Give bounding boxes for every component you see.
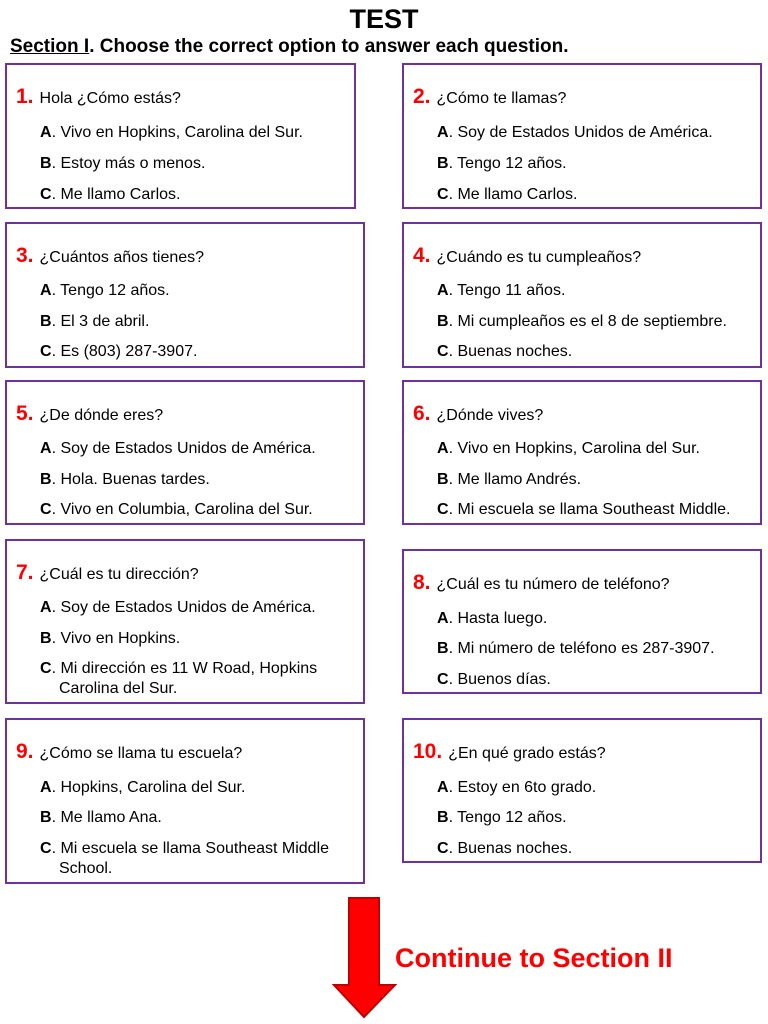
question-5-option-a: A. Soy de Estados Unidos de América. <box>40 440 316 457</box>
question-9-option-a: A. Hopkins, Carolina del Sur. <box>40 779 246 796</box>
question-8-number: 8. <box>413 571 431 594</box>
question-8-option-b: B. Mi número de teléfono es 287-3907. <box>437 640 715 657</box>
question-6-number: 6. <box>413 402 431 425</box>
question-6-text: ¿Dónde vives? <box>436 407 544 424</box>
question-5-text: ¿De dónde eres? <box>39 407 164 424</box>
arrow-down-shape <box>334 898 395 1017</box>
question-3-box <box>5 222 365 368</box>
question-4-option-a: A. Tengo 11 años. <box>437 282 566 299</box>
question-3-option-a: A. Tengo 12 años. <box>40 282 170 299</box>
question-1-text: Hola ¿Cómo estás? <box>39 90 181 107</box>
question-4-box <box>402 222 762 368</box>
question-3-text: ¿Cuántos años tienes? <box>39 249 205 266</box>
question-4-number: 4. <box>413 244 431 267</box>
question-8-option-c: C. Buenos días. <box>437 671 551 688</box>
question-5-box <box>5 380 365 525</box>
question-10-text: ¿En qué grado estás? <box>448 745 606 762</box>
question-2-option-c: C. Me llamo Carlos. <box>437 186 578 203</box>
question-1-option-a: A. Vivo en Hopkins, Carolina del Sur. <box>40 124 303 141</box>
arrow-down-icon <box>332 897 397 1019</box>
question-1-option-b: B. Estoy más o menos. <box>40 155 206 172</box>
question-6-box <box>402 380 762 525</box>
continue-to-section-ii-label: Continue to Section II <box>395 943 673 973</box>
question-2-option-a: A. Soy de Estados Unidos de América. <box>437 124 713 141</box>
question-4-option-c: C. Buenas noches. <box>437 343 573 360</box>
question-9-number: 9. <box>16 740 34 763</box>
question-1-number: 1. <box>16 85 34 108</box>
question-3-option-c: C. Es (803) 287-3907. <box>40 343 198 360</box>
question-7-box <box>5 539 365 704</box>
question-2-option-b: B. Tengo 12 años. <box>437 155 567 172</box>
instructions-text: . Choose the correct option to answer each question. <box>89 36 569 57</box>
question-8-box <box>402 549 762 694</box>
question-8-option-a: A. Hasta luego. <box>437 610 548 627</box>
question-10-option-a: A. Estoy en 6to grado. <box>437 779 597 796</box>
question-1-option-c: C. Me llamo Carlos. <box>40 186 181 203</box>
question-9-box <box>5 718 365 884</box>
question-5-number: 5. <box>16 402 34 425</box>
question-8-text: ¿Cuál es tu número de teléfono? <box>436 576 670 593</box>
question-7-option-a: A. Soy de Estados Unidos de América. <box>40 599 316 616</box>
question-9-text: ¿Cómo se llama tu escuela? <box>39 745 243 762</box>
question-2-box <box>402 63 762 209</box>
question-5-option-b: B. Hola. Buenas tardes. <box>40 471 210 488</box>
question-7-text: ¿Cuál es tu dirección? <box>39 566 199 583</box>
question-7-number: 7. <box>16 561 34 584</box>
question-10-number: 10. <box>413 740 443 763</box>
question-2-text: ¿Cómo te llamas? <box>436 90 567 107</box>
question-2-number: 2. <box>413 85 431 108</box>
section-label: Section I <box>10 36 90 57</box>
page-title: TEST <box>349 4 419 34</box>
question-10-option-b: B. Tengo 12 años. <box>437 809 567 826</box>
question-9-option-b: B. Me llamo Ana. <box>40 809 162 826</box>
question-6-option-c: C. Mi escuela se llama Southeast Middle. <box>437 501 731 518</box>
question-10-option-c: C. Buenas noches. <box>437 840 573 857</box>
question-9-option-c: C. Mi escuela se llama Southeast Middle School. <box>40 840 330 877</box>
question-1-box <box>5 63 356 209</box>
question-4-text: ¿Cuándo es tu cumpleaños? <box>436 249 642 266</box>
question-5-option-c: C. Vivo en Columbia, Carolina del Sur. <box>40 501 313 518</box>
section-instructions <box>10 35 760 59</box>
question-6-option-b: B. Me llamo Andrés. <box>437 471 582 488</box>
question-6-option-a: A. Vivo en Hopkins, Carolina del Sur. <box>437 440 700 457</box>
question-10-box <box>402 718 762 863</box>
question-4-option-b: B. Mi cumpleaños es el 8 de septiembre. <box>437 313 727 330</box>
question-3-option-b: B. El 3 de abril. <box>40 313 150 330</box>
question-3-number: 3. <box>16 244 34 267</box>
question-7-option-c: C. Mi dirección es 11 W Road, Hopkins Carolina del Sur. <box>40 660 318 697</box>
question-7-option-b: B. Vivo en Hopkins. <box>40 630 181 647</box>
